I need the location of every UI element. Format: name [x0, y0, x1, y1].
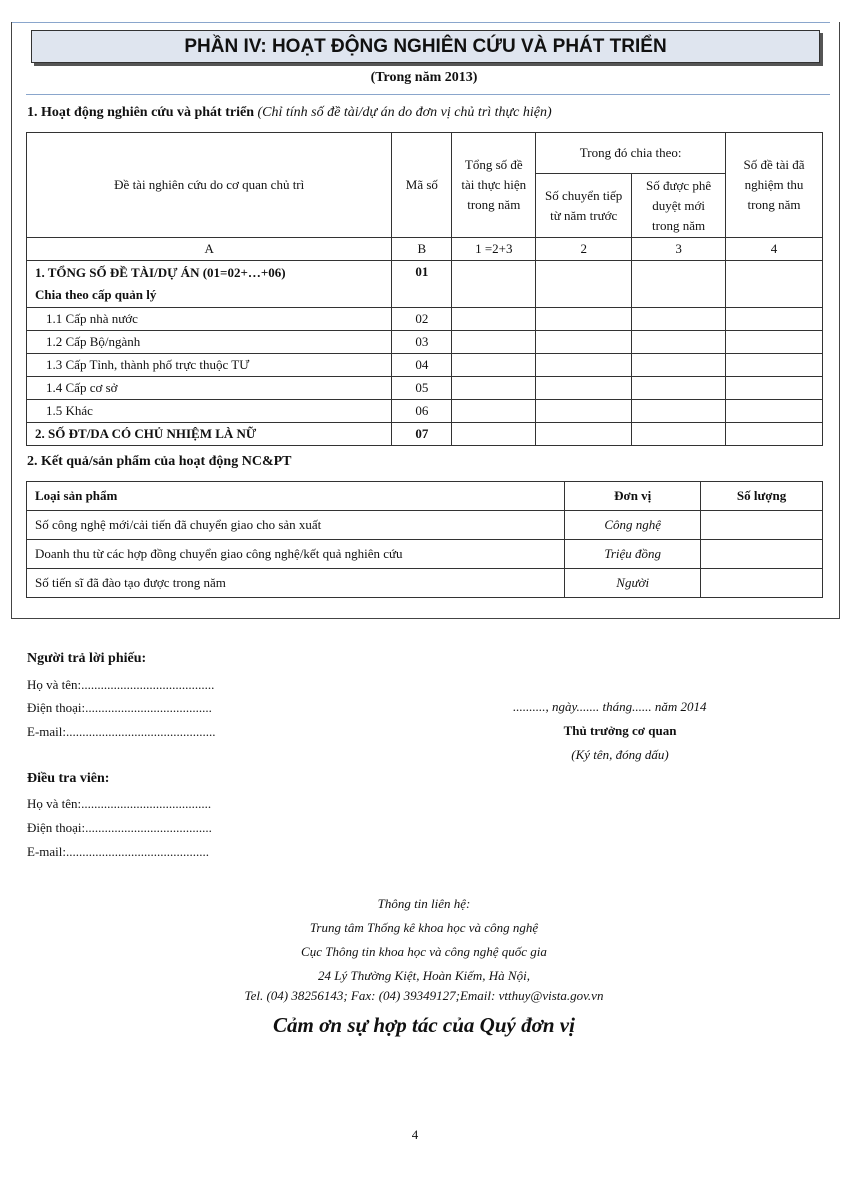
input-cell[interactable] [726, 331, 823, 354]
input-cell[interactable] [726, 261, 823, 308]
signature-date: .........., ngày....... tháng...... năm 2014 [513, 699, 707, 714]
input-cell[interactable] [632, 331, 726, 354]
rd-activity-table [26, 132, 823, 446]
input-cell[interactable] [632, 400, 726, 423]
input-cell[interactable] [726, 354, 823, 377]
input-cell[interactable] [536, 308, 632, 331]
input-cell[interactable] [726, 423, 823, 446]
divider [26, 94, 830, 95]
page-number: 4 [411, 1127, 419, 1142]
respondent-name-field[interactable]: Họ và tên:......................................... [27, 677, 215, 692]
header-total: Tổng số đề tài thực hiện trong năm [452, 133, 536, 238]
row-label: 1.5 Khác [27, 400, 392, 423]
surveyor-email-field[interactable]: E-mail:............................................ [27, 844, 209, 859]
contact-phone-email: Tel. (04) 38256143; Fax: (04) 39349127;Email: vtthuy@vista.gov.vn [244, 988, 604, 1003]
product-label: Số công nghệ mới/cải tiến đã chuyển giao cho sản xuất [27, 511, 565, 540]
header-approved: Số được phê duyệt mới trong năm [632, 174, 726, 238]
female-row-label: 2. SỐ ĐT/DA CÓ CHỦ NHIỆM LÀ NỮ [27, 423, 392, 446]
index-b: B [392, 238, 452, 261]
unit-label: Triệu đồng [604, 546, 662, 561]
header-accepted: Số đề tài đã nghiệm thu trong năm [726, 133, 823, 238]
header-code: Mã số [392, 133, 452, 238]
qty-input-cell[interactable] [701, 540, 823, 569]
respondent-email-field[interactable]: E-mail:.............................................. [27, 724, 216, 739]
input-cell[interactable] [452, 400, 536, 423]
thanks-message: Cảm ơn sự hợp tác của Quý đơn vị [273, 1013, 575, 1037]
unit-label: Công nghệ [604, 517, 662, 532]
section1-title: 1. Hoạt động nghiên cứu và phát triển [27, 105, 254, 120]
total-sublabel: Chia theo cấp quản lý [35, 287, 157, 302]
respondent-phone-field[interactable]: Điện thoại:....................................... [27, 700, 212, 715]
input-cell[interactable] [726, 400, 823, 423]
table-row [27, 354, 823, 377]
input-cell[interactable] [536, 331, 632, 354]
input-cell[interactable] [632, 423, 726, 446]
respondent-heading: Người trả lời phiếu: [27, 651, 147, 666]
total-label: 1. TỔNG SỐ ĐỀ TÀI/DỰ ÁN (01=02+…+06) [35, 265, 286, 280]
contact-heading: Thông tin liên hệ: [377, 896, 471, 911]
table-row [27, 400, 823, 423]
table-row [27, 569, 823, 598]
index-3: 3 [632, 238, 726, 261]
total-code: 01 [392, 261, 452, 308]
table-row [27, 377, 823, 400]
input-cell[interactable] [726, 377, 823, 400]
index-1: 1 =2+3 [452, 238, 536, 261]
table-row [27, 511, 823, 540]
section2-heading: 2. Kết quả/sản phẩm của hoạt động NC&PT [27, 454, 292, 469]
row-code: 03 [392, 331, 452, 354]
input-cell[interactable] [536, 377, 632, 400]
section1-heading [27, 105, 552, 121]
input-cell[interactable] [452, 377, 536, 400]
signature-sign: (Ký tên, đóng dấu) [571, 747, 669, 762]
product-label: Số tiến sĩ đã đào tạo được trong năm [27, 569, 565, 598]
input-cell[interactable] [452, 423, 536, 446]
page-title: PHẦN IV: HOẠT ĐỘNG NGHIÊN CỨU VÀ PHÁT TRIỂN [31, 30, 820, 63]
input-cell[interactable] [536, 354, 632, 377]
surveyor-phone-field[interactable]: Điện thoại:....................................... [27, 820, 212, 835]
input-cell[interactable] [632, 354, 726, 377]
year-subtitle: (Trong năm 2013) [370, 70, 478, 85]
input-cell[interactable] [536, 423, 632, 446]
input-cell[interactable] [536, 400, 632, 423]
row-label: 1.4 Cấp cơ sở [27, 377, 392, 400]
section1-note: (Chỉ tính số đề tài/dự án do đơn vị chủ trì thực hiện) [257, 105, 552, 120]
row-code: 04 [392, 354, 452, 377]
input-cell[interactable] [632, 377, 726, 400]
row-code: 06 [392, 400, 452, 423]
surveyor-name-field[interactable]: Họ và tên:........................................ [27, 796, 212, 811]
input-cell[interactable] [632, 261, 726, 308]
input-cell[interactable] [726, 308, 823, 331]
index-4: 4 [726, 238, 823, 261]
contact-address: 24 Lý Thường Kiệt, Hoàn Kiếm, Hà Nội, [318, 968, 530, 983]
female-row-code: 07 [392, 423, 452, 446]
row-code: 02 [392, 308, 452, 331]
row-label: 1.3 Cấp Tỉnh, thành phố trực thuộc TƯ [27, 354, 392, 377]
input-cell[interactable] [452, 354, 536, 377]
index-a: A [27, 238, 392, 261]
product-label: Doanh thu từ các hợp đồng chuyển giao công nghệ/kết quả nghiên cứu [27, 540, 565, 569]
header-unit: Đơn vị [565, 482, 701, 511]
qty-input-cell[interactable] [701, 511, 823, 540]
header-product: Loại sản phẩm [27, 482, 565, 511]
total-row-label [27, 261, 392, 308]
input-cell[interactable] [536, 261, 632, 308]
surveyor-heading: Điều tra viên: [27, 771, 110, 786]
input-cell[interactable] [632, 308, 726, 331]
qty-input-cell[interactable] [701, 569, 823, 598]
input-cell[interactable] [452, 308, 536, 331]
header-topic: Đề tài nghiên cứu do cơ quan chủ trì [27, 133, 392, 238]
input-cell[interactable] [452, 331, 536, 354]
header-split: Trong đó chia theo: [536, 133, 726, 174]
header-carried: Số chuyển tiếp từ năm trước [536, 174, 632, 238]
signature-head: Thủ trưởng cơ quan [563, 723, 677, 738]
row-code: 05 [392, 377, 452, 400]
table-row [27, 308, 823, 331]
row-label: 1.1 Cấp nhà nước [27, 308, 392, 331]
contact-center: Trung tâm Thống kê khoa học và công nghệ [309, 920, 539, 935]
header-qty: Số lượng [701, 482, 823, 511]
contact-department: Cục Thông tin khoa học và công nghệ quốc gia [301, 944, 547, 959]
table-row [27, 423, 823, 446]
input-cell[interactable] [452, 261, 536, 308]
table-row [27, 331, 823, 354]
unit-label: Người [616, 575, 650, 590]
table-row [27, 540, 823, 569]
rd-results-table [26, 481, 823, 598]
index-2: 2 [536, 238, 632, 261]
row-label: 1.2 Cấp Bộ/ngành [27, 331, 392, 354]
